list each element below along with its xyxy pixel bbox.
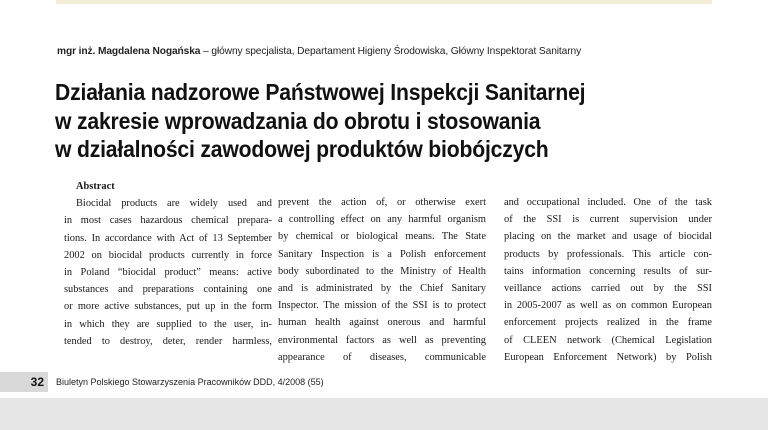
text-line: body subordinated to the Ministry of Health bbox=[278, 265, 486, 277]
text-line: Sanitary Inspection is a Polish enforcement bbox=[278, 248, 486, 260]
journal-footer: Biuletyn Polskiego Stowarzyszenia Pracowników DDD, 4/2008 (55) bbox=[56, 377, 324, 387]
text-line: substances and preparations containing one bbox=[64, 284, 272, 296]
text-line: in 2005-2007 as well as on common European bbox=[504, 300, 712, 312]
text-line: in most cases hazardous chemical prepara- bbox=[64, 215, 272, 227]
text-line: products by professionals. This article con- bbox=[504, 248, 712, 260]
text-line: Biocidal products are widely used and bbox=[76, 198, 272, 210]
abstract-column-3 bbox=[504, 194, 712, 366]
text-line: environmental factors as well as preventing bbox=[278, 334, 486, 346]
author-line bbox=[57, 46, 717, 57]
top-decorative-bar bbox=[56, 0, 712, 4]
text-line: in Poland “biocidal product” means: active bbox=[64, 266, 272, 278]
text-line: of CLEEN network (Chemical Legislation bbox=[504, 334, 712, 346]
text-line: and occupational included. One of the task bbox=[504, 197, 712, 208]
text-line: by chemical or biological means. The State bbox=[278, 231, 486, 243]
text-line: 2002 on biocidal products currently in force bbox=[64, 249, 272, 261]
text-line: in which they are supplied to the user, in- bbox=[64, 318, 272, 330]
text-line: veillance actions carried out by the SSI bbox=[504, 282, 712, 294]
page-number: 32 bbox=[0, 372, 48, 392]
text-line: tains information concerning results of sur- bbox=[504, 265, 712, 277]
text-line: and is administrated by the Chief Sanitary bbox=[278, 282, 486, 294]
text-line: European Enforcement Network) by Polish bbox=[504, 351, 712, 363]
text-line: enforcement projects realized in the frame bbox=[504, 317, 712, 329]
text-line: placing on the market and usage of biocidal bbox=[504, 231, 712, 243]
text-line: tended to destroy, deter, render harmless, bbox=[64, 335, 272, 347]
title-line: w zakresie wprowadzania do obrotu i stosowania bbox=[55, 107, 541, 134]
abstract-column-1 bbox=[64, 178, 272, 350]
title-line: Działania nadzorowe Państwowej Inspekcji Sanitarnej bbox=[55, 79, 586, 105]
author-role: – główny specjalista, Departament Higieny Środowiska, Główny Inspektorat Sanitarny bbox=[200, 46, 582, 57]
text-line: appearance of diseases, communicable bbox=[278, 351, 486, 363]
text-line: a controlling effect on any harmful organism bbox=[278, 214, 486, 226]
title-line: w działalności zawodowej produktów biobójczych bbox=[55, 136, 549, 162]
bottom-margin bbox=[0, 398, 768, 430]
abstract-heading: Abstract bbox=[76, 181, 115, 192]
text-line: or more active substances, put up in the form bbox=[64, 301, 272, 313]
article-title bbox=[55, 78, 681, 164]
text-line: of the SSI is current supervision under bbox=[504, 214, 712, 226]
author-name: mgr inż. Magdalena Nogańska bbox=[57, 46, 201, 57]
text-line: tions. In accordance with Act of 13 September bbox=[64, 232, 272, 244]
text-line: Inspector. The mission of the SSI is to protect bbox=[278, 300, 486, 312]
text-line: human health against onerous and harmful bbox=[278, 317, 486, 329]
abstract-column-2 bbox=[278, 194, 486, 366]
text-line: prevent the action of, or otherwise exert bbox=[278, 197, 486, 208]
